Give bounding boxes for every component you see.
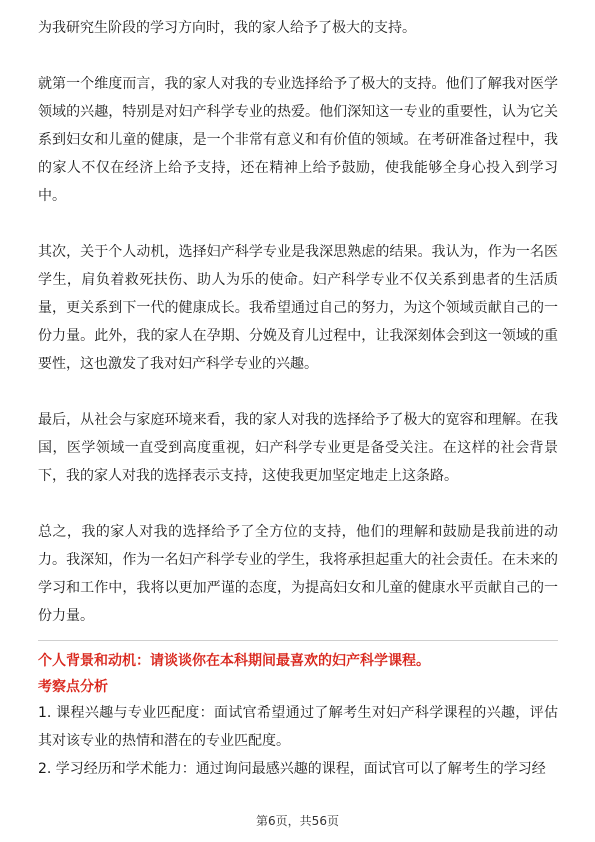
paragraph-motivation: 其次，关于个人动机，选择妇产科学专业是我深思熟虑的结果。我认为，作为一名医学生，肩负着救死扶伤、助人为乐的使命。妇产科学专业不仅关系到患者的生活质量，更关系到下一代的健康成长。我希望通过自己的努力，为这个领域贡献自己的一份力量。此外，我的家人在孕期、分娩及育儿过程中，让我深刻体会到这一领域的重要性，这也激发了我对妇产科学专业的兴趣。 — [38, 244, 558, 372]
analysis-points-list — [38, 699, 558, 783]
paragraph-conclusion: 总之，我的家人对我的选择给予了全方位的支持，他们的理解和鼓励是我前进的动力。我深知，作为一名妇产科学专业的学生，我将承担起重大的社会责任。在未来的学习和工作中，我将以更加严谨的态度，为提高妇女和儿童的健康水平贡献自己的一份力量。 — [38, 524, 558, 624]
analysis-heading: 考察点分析 — [38, 679, 108, 695]
section-divider — [38, 640, 558, 641]
page-number-footer: 第6页，共56页 — [256, 814, 339, 828]
list-item: 1. 课程兴趣与专业匹配度：面试官希望通过了解考生对妇产科学课程的兴趣，评估其对该专业的热情和潜在的专业匹配度。 — [38, 705, 558, 749]
paragraph-dimension-one: 就第一个维度而言，我的家人对我的专业选择给予了极大的支持。他们了解我对医学领域的兴趣，特别是对妇产科学专业的热爱。他们深知这一专业的重要性，认为它关系到妇女和儿童的健康，是一个非常有意义和有价值的领域。在考研准备过程中，我的家人不仅在经济上给予支持，还在精神上给予鼓励，使我能够全身心投入到学习中。 — [38, 76, 558, 204]
question-title: 个人背景和动机：请谈谈你在本科期间最喜欢的妇产科学课程。 — [38, 653, 430, 669]
paragraph-social-environment: 最后，从社会与家庭环境来看，我的家人对我的选择给予了极大的宽容和理解。在我国，医学领域一直受到高度重视，妇产科学专业更是备受关注。在这样的社会背景下，我的家人对我的选择表示支持，这使我更加坚定地走上这条路。 — [38, 412, 558, 484]
list-item: 2. 学习经历和学术能力：通过询问最感兴趣的课程，面试官可以了解考生的学习经 — [38, 761, 546, 777]
paragraph-intro: 为我研究生阶段的学习方向时，我的家人给予了极大的支持。 — [38, 20, 416, 36]
document-page — [38, 14, 558, 783]
